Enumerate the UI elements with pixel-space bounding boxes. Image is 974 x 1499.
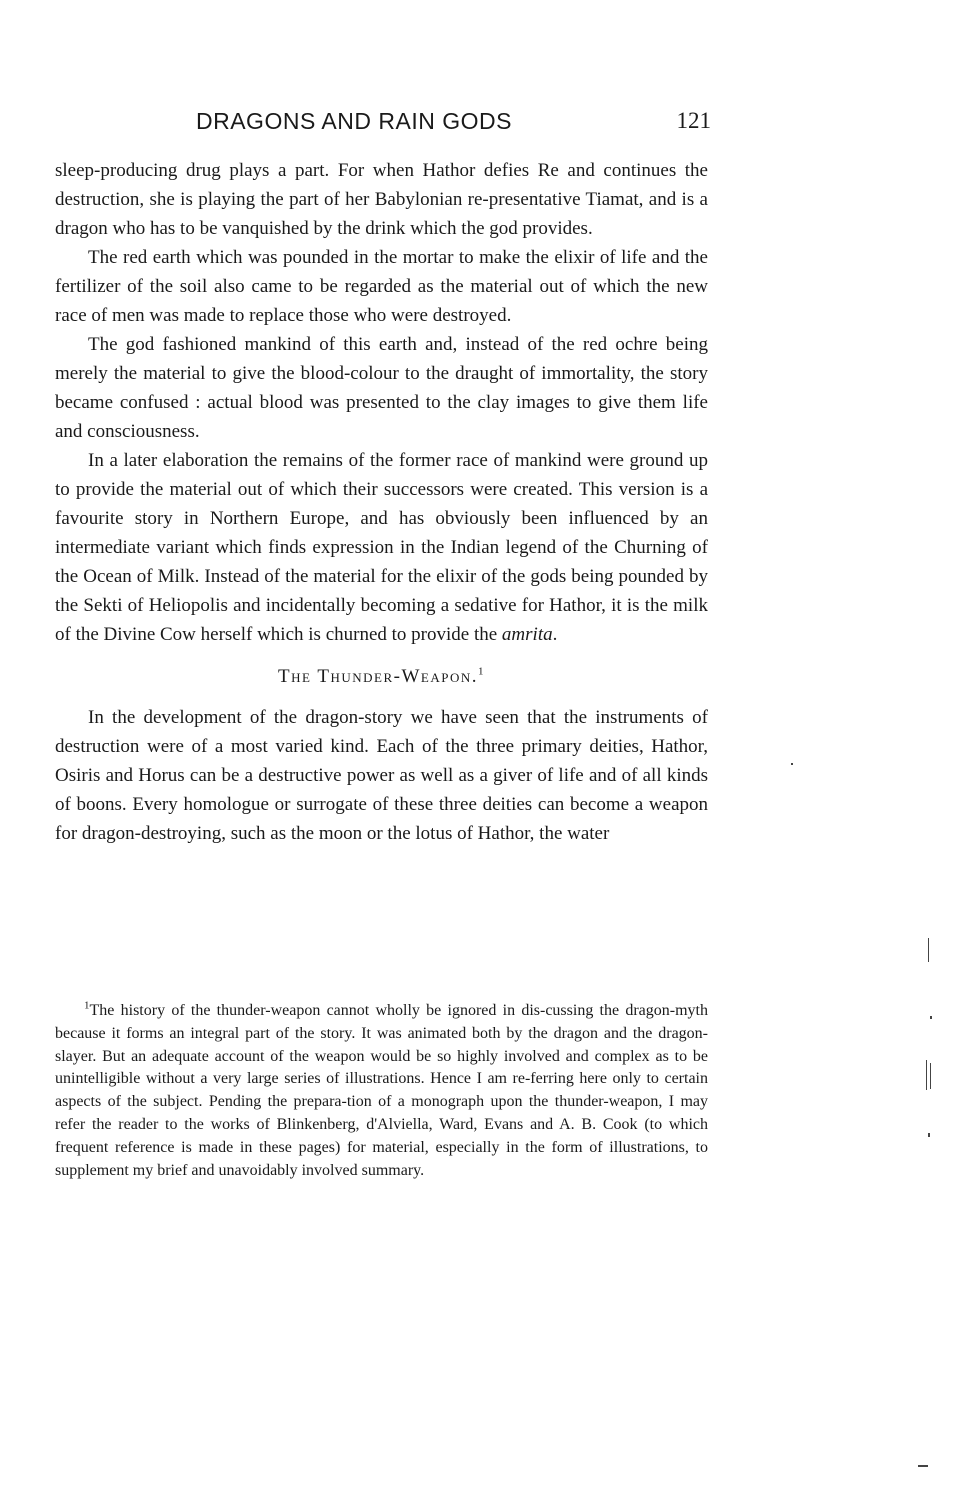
- scan-artifact: [926, 1060, 927, 1090]
- footnote-reference-mark[interactable]: 1: [477, 665, 485, 678]
- footnote-1: [55, 1000, 708, 1182]
- paragraph-continued: sleep-producing drug plays a part. For when Hathor defies Re and continues the destruction, she is playing the part of her Babylonian re-presentative Tiamat, and is a dragon who has to be vanquished by the drink which the god provides.: [55, 160, 708, 239]
- paragraph-thunder-weapon: In the development of the dragon-story we have seen that the instruments of destruction were of a most varied kind. Each of the three primary deities, Hathor, Osiris and Horus can be a destructive power as well as a giver of life and of all kinds of boons. Every homologue or surrogate of these three deities can become a weapon for dragon-destroying, such as the moon or the lotus of Hathor, the water: [55, 707, 708, 844]
- scan-artifact: [928, 1133, 930, 1137]
- page-number: 121: [676, 108, 711, 133]
- section-heading: [55, 662, 708, 691]
- scan-artifact: [918, 1465, 928, 1467]
- footnote-marker: 1: [84, 999, 90, 1012]
- paragraph-end-period: .: [552, 624, 558, 645]
- footnotes: [55, 1000, 708, 1182]
- section-heading-text: The Thunder-Weapon.: [278, 666, 478, 687]
- running-title: DRAGONS AND RAIN GODS: [196, 108, 512, 134]
- running-head: [196, 108, 711, 142]
- paragraph-later-elaboration: [55, 446, 708, 649]
- paragraph-god-fashioned: The god fashioned mankind of this earth and, instead of the red ochre being merely the material to give the blood-colour to the draught of immortality, the story became confused : actual blood was presented to the clay images to give them life and consciousness.: [55, 334, 708, 442]
- amrita-term: amrita: [501, 624, 553, 645]
- scan-artifact: [930, 1063, 931, 1089]
- scan-artifact: [928, 938, 929, 962]
- body-text: [55, 156, 708, 848]
- footnote-text: The history of the thunder-weapon cannot wholly be ignored in dis-cussing the dragon-myth because it forms an integral part of the story. It was animated both by the dragon and the dragon-slayer. But an adequate account of the weapon would be so highly involved and complex as to be unintelligible without a very large series of illustrations. Hence I am re-ferring here only to certain aspects of the subject. Pending the prepara-tion of a monograph upon the thunder-weapon, I may refer the reader to the works of Blinkenberg, d'Alviella, Ward, Evans and A. B. Cook (to which frequent reference is made in these pages) for material, especially in the form of illustrations, to supplement my brief and unavoidably involved summary.: [55, 1002, 708, 1179]
- paragraph-red-earth: The red earth which was pounded in the mortar to make the elixir of life and the fertilizer of the soil also came to be regarded as the material out of which the new race of men was made to replace those who were destroyed.: [55, 247, 708, 326]
- paragraph-later-elaboration-text: In a later elaboration the remains of the former race of mankind were ground up to provide the material out of which their successors were created. This version is a favourite story in Northern Europe, and has obviously been influenced by an intermediate variant which finds expression in the Indian legend of the Churning of the Ocean of Milk. Instead of the material for the elixir of the gods being pounded by the Sekti of Heliopolis and incidentally becoming a sedative for Hathor, it is the milk of the Divine Cow herself which is churned to provide the: [55, 450, 708, 645]
- scan-artifact: [791, 763, 793, 765]
- scan-artifact: [930, 1016, 932, 1019]
